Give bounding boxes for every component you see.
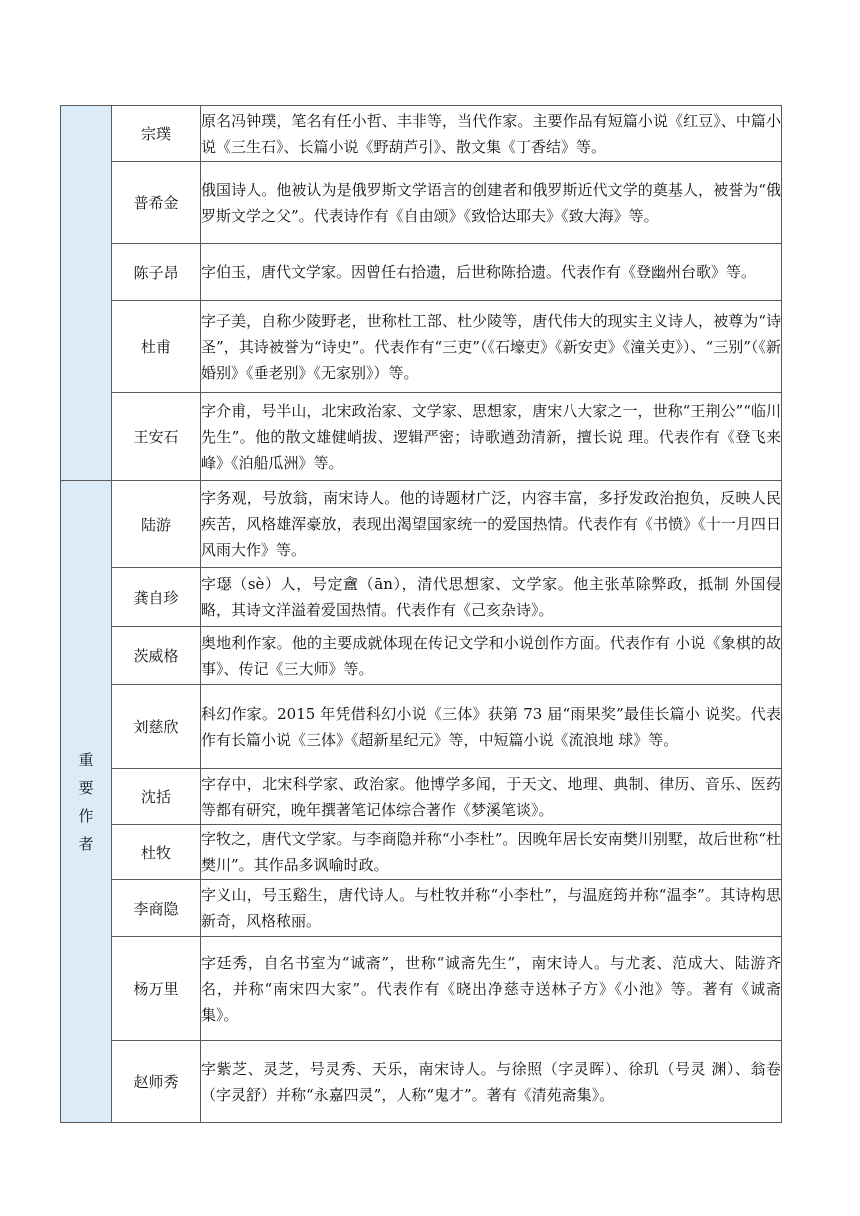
author-description: 字务观，号放翁，南宋诗人。他的诗题材广泛，内容丰富，多抒发政治抱负，反映人民疾苦，风格雄浑豪放，表现出渴望国家统一的爱国热情。代表作有《书愤》《十一月四日风雨大作》等。 [201, 481, 782, 568]
author-name: 刘慈欣 [112, 685, 201, 769]
table-row [61, 162, 782, 244]
table-row [61, 106, 782, 162]
author-name: 龚自珍 [112, 568, 201, 627]
table-row [61, 481, 782, 568]
table-row [61, 825, 782, 880]
author-description: 字紫芝、灵芝，号灵秀、天乐，南宋诗人。与徐照（字灵晖）、徐玑（号灵 渊）、翁卷（字灵舒）并称“永嘉四灵”，人称“鬼才”。著有《清苑斋集》。 [201, 1041, 782, 1123]
author-name: 普希金 [112, 162, 201, 244]
table-row [61, 937, 782, 1041]
author-description: 字存中，北宋科学家、政治家。他博学多闻，于天文、地理、典制、律历、音乐、医药等都有研究，晚年撰著笔记体综合著作《梦溪笔谈》。 [201, 769, 782, 825]
table-row [61, 568, 782, 627]
author-name: 宗璞 [112, 106, 201, 162]
author-name: 李商隐 [112, 880, 201, 937]
author-name: 赵师秀 [112, 1041, 201, 1123]
category-cell [61, 481, 112, 1123]
category-label: 重要作者 [78, 750, 94, 853]
author-name: 杜牧 [112, 825, 201, 880]
author-description: 奥地利作家。他的主要成就体现在传记文学和小说创作方面。代表作有 小说《象棋的故事》、传记《三大师》等。 [201, 627, 782, 685]
table-row [61, 769, 782, 825]
author-description: 字璱（sè）人，号定盦（ān），清代思想家、文学家。他主张革除弊政，抵制 外国侵略，其诗文洋溢着爱国热情。代表作有《己亥杂诗》。 [201, 568, 782, 627]
table-row [61, 393, 782, 481]
author-name: 杨万里 [112, 937, 201, 1041]
author-name: 王安石 [112, 393, 201, 481]
author-description: 科幻作家。2015 年凭借科幻小说《三体》获第 73 届“雨果奖”最佳长篇小 说奖。代表作有长篇小说《三体》《超新星纪元》等，中短篇小说《流浪地 球》等。 [201, 685, 782, 769]
author-description: 俄国诗人。他被认为是俄罗斯文学语言的创建者和俄罗斯近代文学的奠基人，被誉为“俄罗斯文学之父”。代表诗作有《自由颂》《致恰达耶夫》《致大海》等。 [201, 162, 782, 244]
author-description: 字子美，自称少陵野老，世称杜工部、杜少陵等，唐代伟大的现实主义诗人，被尊为“诗圣”，其诗被誉为“诗史”。代表作有“三吏”（《石壕吏》《新安吏》《潼关吏》）、“三别”（《新婚别》《垂老别》《无家别》）等。 [201, 301, 782, 393]
author-name: 陈子昂 [112, 244, 201, 301]
author-description: 字介甫，号半山，北宋政治家、文学家、思想家，唐宋八大家之一，世称“王荆公”“临川先生”。他的散文雄健峭拔、逻辑严密；诗歌遒劲清新，擅长说 理。代表作有《登飞来峰》《泊船瓜洲》等。 [201, 393, 782, 481]
author-name: 杜甫 [112, 301, 201, 393]
author-description: 字伯玉，唐代文学家。因曾任右拾遗，后世称陈拾遗。代表作有《登幽州台歌》等。 [201, 244, 782, 301]
table-row [61, 1041, 782, 1123]
authors-table [60, 105, 782, 1123]
table-row [61, 301, 782, 393]
table-row [61, 685, 782, 769]
author-description: 字义山，号玉谿生，唐代诗人。与杜牧并称“小李杜”，与温庭筠并称“温李”。其诗构思新奇，风格秾丽。 [201, 880, 782, 937]
table-row [61, 627, 782, 685]
author-description: 原名冯钟璞，笔名有任小哲、丰非等，当代作家。主要作品有短篇小说《红豆》、中篇小说《三生石》、长篇小说《野葫芦引》、散文集《丁香结》等。 [201, 106, 782, 162]
table-row [61, 244, 782, 301]
author-name: 沈括 [112, 769, 201, 825]
category-cell [61, 106, 112, 481]
author-description: 字廷秀，自名书室为“诚斋”，世称“诚斋先生”，南宋诗人。与尤袤、范成大、陆游齐名，并称“南宋四大家”。代表作有《晓出净慈寺送林子方》《小池》等。著有《诚斋集》。 [201, 937, 782, 1041]
author-name: 陆游 [112, 481, 201, 568]
author-description: 字牧之，唐代文学家。与李商隐并称“小李杜”。因晚年居长安南樊川别墅，故后世称“杜樊川”。其作品多讽喻时政。 [201, 825, 782, 880]
author-name: 茨威格 [112, 627, 201, 685]
table-row [61, 880, 782, 937]
